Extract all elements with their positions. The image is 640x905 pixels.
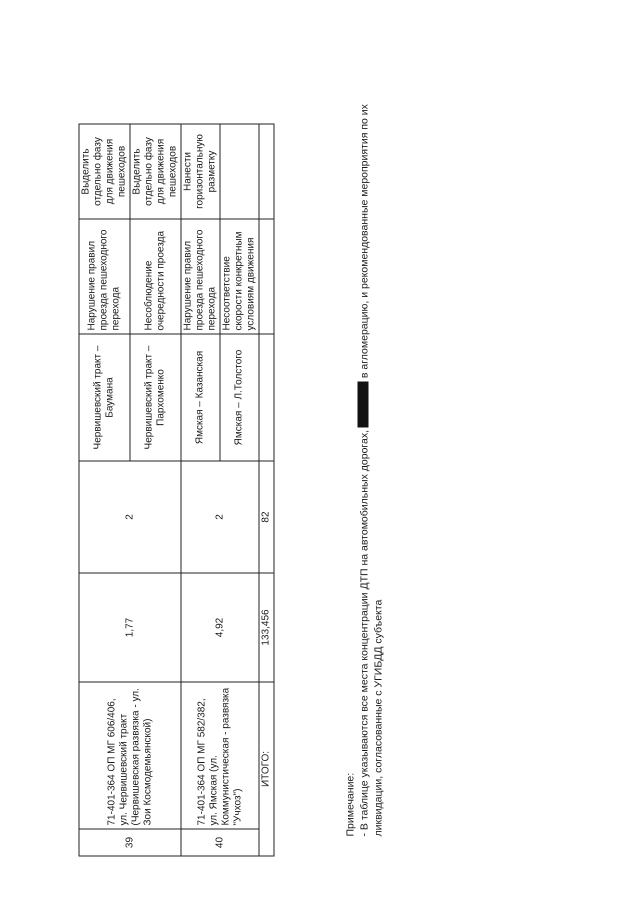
road-length: 1,77 <box>79 573 181 682</box>
rotated-page <box>1 0 640 905</box>
measure: Выделить отдельно фазу для движения пешеходов <box>130 124 181 219</box>
measure <box>220 124 259 219</box>
measure: Выделить отдельно фазу для движения пешеходов <box>79 124 130 219</box>
row-number: 39 <box>79 829 181 856</box>
location: Червишевский тракт – Баумана <box>79 334 130 461</box>
accident-count: 2 <box>181 461 259 573</box>
violation: Нарушение правил проезда пешеходного перехода <box>181 219 220 334</box>
row-number: 40 <box>181 829 259 856</box>
total-row <box>259 124 274 856</box>
note-block <box>344 77 386 837</box>
accident-table <box>79 124 275 857</box>
total-count: 82 <box>259 461 274 573</box>
redaction-block <box>358 381 369 427</box>
measure: Нанести горизонтальную разметку <box>181 124 220 219</box>
table-row <box>181 124 220 856</box>
violation: Нарушение правил проезда пешеходного перехода <box>79 219 130 334</box>
document-page <box>79 77 385 857</box>
location: Ямская – Л.Толстого <box>220 334 259 461</box>
violation: Несоблюдение очередности проезда <box>130 219 181 334</box>
violation: Несоответствие скорости конкретным условиям движения <box>220 219 259 334</box>
total-label: ИТОГО: <box>259 682 274 856</box>
note-title: Примечание: <box>344 772 357 837</box>
location: Червишевский тракт – Пархоменко <box>130 334 181 461</box>
total-length: 133,456 <box>259 573 274 682</box>
accident-count: 2 <box>79 461 181 573</box>
road-name: 71-401-364 ОП МГ 606/406, ул. Червишевский тракт (Червишевская развязка - ул. Зои Космодемьянской) <box>79 682 181 829</box>
road-length: 4,92 <box>181 573 259 682</box>
note-text: - В таблице указываются все места концентрации ДТП на автомобильных дорогах, в агломерацию, и рекомендованные мероприятия по их ликвидации, согласованные с УГИБДД субъекта <box>358 104 385 837</box>
location: Ямская – Казанская <box>181 334 220 461</box>
road-name: 71-401-364 ОП МГ 582/382, ул. Ямская (ул. Коммунистическая - развязка "Учхоз") <box>181 682 259 829</box>
table-row <box>79 124 130 856</box>
